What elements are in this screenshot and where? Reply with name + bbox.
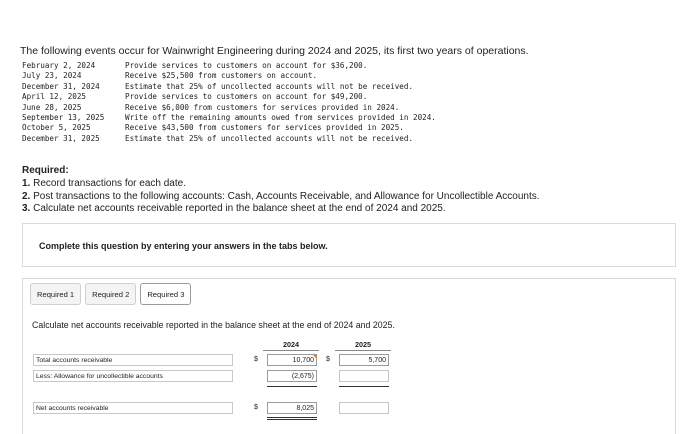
instruction-text: Complete this question by entering your answers in the tabs below. [39,241,328,251]
required-item-text: Calculate net accounts receivable reported in the balance sheet at the end of 2024 and 2025. [33,203,446,214]
event-row [22,61,436,71]
tab-prompt: Calculate net accounts receivable reported in the balance sheet at the end of 2024 and 2025. [32,320,395,330]
required-list [22,178,540,216]
comment-marker [313,355,317,359]
event-description: Receive $6,000 from customers for services provided in 2024. [125,102,400,112]
net-ar-2025-input[interactable] [339,402,389,414]
allowance-2025-input[interactable] [339,370,389,382]
event-date: October 5, 2025 [22,123,91,133]
allowance-2024-input[interactable]: (2,675) [267,370,317,382]
answer-panel [22,278,676,434]
net-ar-2024-input[interactable]: 8,025 [267,402,317,414]
instruction-box [22,223,676,267]
currency-symbol: $ [254,404,258,411]
required-item [22,178,540,191]
events-list [22,61,436,144]
event-date: April 12, 2025 [22,92,87,102]
required-item [22,191,540,204]
tab-required-3[interactable]: Required 3 [140,283,191,305]
event-description: Provide services to customers on account for $36,200. [125,61,368,70]
event-row [22,123,436,133]
event-row [22,113,436,123]
tab-bar [30,283,191,305]
event-date: February 2, 2024 [22,61,96,70]
required-item-number: 1. [22,178,31,189]
tab-required-2[interactable]: Required 2 [85,283,136,305]
row-label-allowance: Less: Allowance for uncollectible accounts [33,370,233,382]
subtotal-rule [339,386,389,387]
required-item-text: Record transactions for each date. [33,178,186,189]
event-row [22,71,436,81]
event-description: Receive $25,500 from customers on account. [125,71,318,81]
subtotal-rule [267,386,317,387]
event-description: Write off the remaining amounts owed from services provided in 2024. [125,113,436,123]
event-row [22,92,436,102]
column-header-2025: 2025 [355,340,371,349]
event-row [22,134,436,144]
required-heading: Required: [22,165,69,176]
required-item-text: Post transactions to the following accounts: Cash, Accounts Receivable, and Allowance for Uncollectible Accounts. [33,190,540,202]
event-date: July 23, 2024 [22,71,82,81]
total-ar-2025-input[interactable]: 5,700 [339,354,389,366]
total-double-rule [267,417,317,420]
column-header-2024: 2024 [283,340,299,349]
event-date: December 31, 2025 [22,133,100,143]
row-label-net-ar: Net accounts receivable [33,402,233,414]
required-item-number: 2. [22,190,31,202]
event-date: December 31, 2024 [22,81,100,91]
required-item [22,203,540,216]
event-description: Estimate that 25% of uncollected accounts will not be received. [125,133,414,143]
tab-required-1[interactable]: Required 1 [30,283,81,305]
currency-symbol: $ [254,356,258,363]
problem-intro: The following events occur for Wainwright Engineering during 2024 and 2025, its first two years of operations. [20,45,529,57]
event-date: September 13, 2025 [22,113,105,123]
header-underline [335,350,391,351]
event-description: Receive $43,500 from customers for services provided in 2025. [125,123,404,133]
total-ar-2024-input[interactable]: 10,700 [267,354,317,366]
required-item-number: 3. [22,203,31,214]
event-row [22,82,436,92]
header-underline [263,350,319,351]
event-description: Provide services to customers on account for $49,200. [125,92,368,102]
currency-symbol: $ [326,356,330,363]
event-date: June 28, 2025 [22,102,82,112]
event-description: Estimate that 25% of uncollected accounts will not be received. [125,81,414,91]
event-row [22,103,436,113]
row-label-total-ar: Total accounts receivable [33,354,233,366]
